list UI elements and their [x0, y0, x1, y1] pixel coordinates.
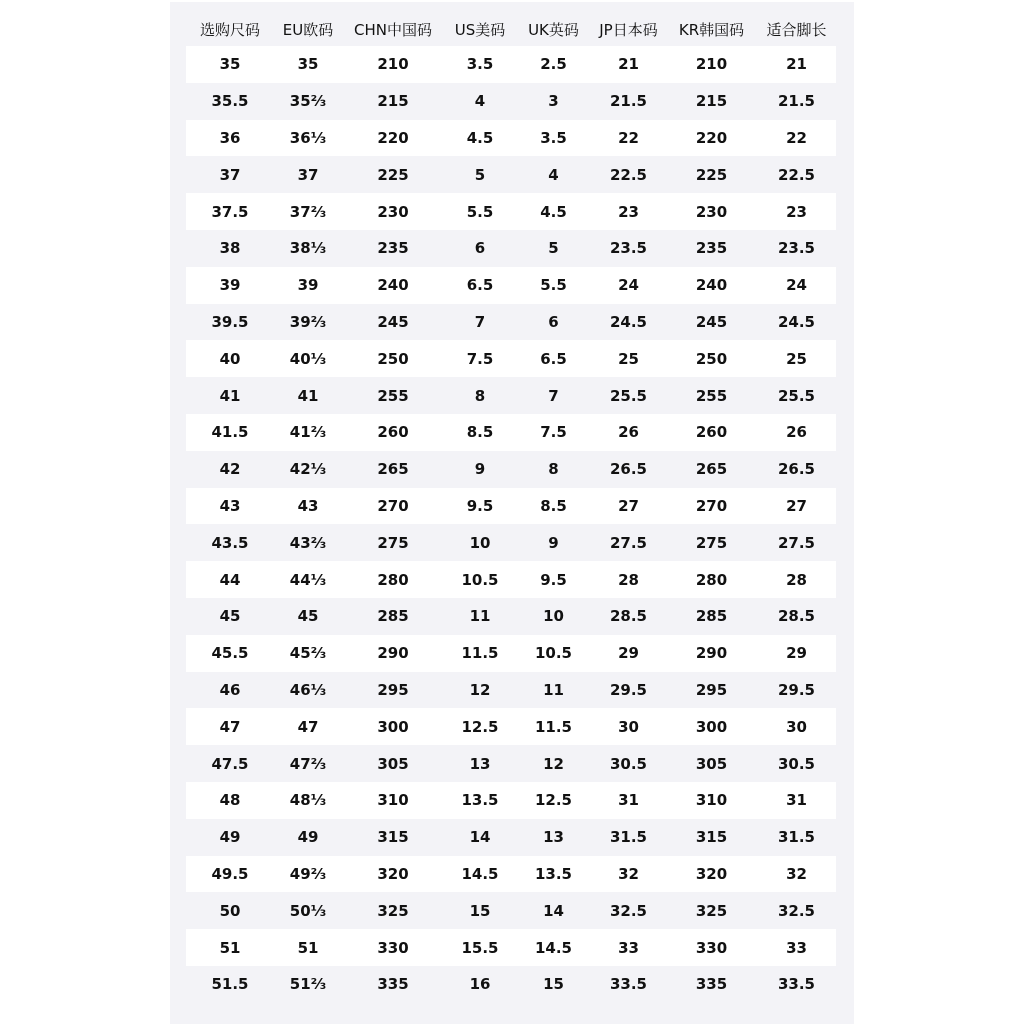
- cell-foot-length: 23.5: [757, 230, 836, 267]
- cell-selected-size: 43.5: [186, 524, 274, 561]
- cell-us: 7: [444, 304, 516, 341]
- table-row: [186, 819, 836, 856]
- cell-kr: 230: [666, 193, 757, 230]
- cell-chn: 260: [342, 414, 444, 451]
- cell-kr: 235: [666, 230, 757, 267]
- cell-chn: 325: [342, 892, 444, 929]
- table-row: [186, 120, 836, 157]
- cell-eu: 43: [274, 488, 342, 525]
- cell-kr: 275: [666, 524, 757, 561]
- cell-jp: 32.5: [591, 892, 666, 929]
- cell-foot-length: 31: [757, 782, 836, 819]
- cell-kr: 260: [666, 414, 757, 451]
- cell-kr: 270: [666, 488, 757, 525]
- cell-foot-length: 27.5: [757, 524, 836, 561]
- table-row: [186, 414, 836, 451]
- cell-eu: 43⅔: [274, 524, 342, 561]
- cell-us: 6: [444, 230, 516, 267]
- column-header-chn: CHN中国码: [354, 20, 432, 39]
- table-row: [186, 451, 836, 488]
- table-row: [186, 340, 836, 377]
- cell-jp: 31.5: [591, 819, 666, 856]
- table-row: [186, 561, 836, 598]
- cell-us: 10.5: [444, 561, 516, 598]
- cell-jp: 26: [591, 414, 666, 451]
- cell-jp: 24.5: [591, 304, 666, 341]
- table-row: [186, 745, 836, 782]
- column-header-selected-size: 选购尺码: [199, 20, 260, 39]
- cell-chn: 310: [342, 782, 444, 819]
- cell-uk: 6.5: [516, 340, 591, 377]
- cell-kr: 215: [666, 83, 757, 120]
- cell-eu: 51: [274, 929, 342, 966]
- cell-uk: 5.5: [516, 267, 591, 304]
- cell-uk: 9: [516, 524, 591, 561]
- cell-uk: 14: [516, 892, 591, 929]
- cell-selected-size: 48: [186, 782, 274, 819]
- cell-uk: 4.5: [516, 193, 591, 230]
- cell-jp: 31: [591, 782, 666, 819]
- cell-foot-length: 23: [757, 193, 836, 230]
- header-row: [186, 12, 836, 46]
- cell-jp: 30: [591, 708, 666, 745]
- cell-chn: 300: [342, 708, 444, 745]
- cell-kr: 280: [666, 561, 757, 598]
- cell-us: 4: [444, 83, 516, 120]
- cell-uk: 11.5: [516, 708, 591, 745]
- cell-uk: 5: [516, 230, 591, 267]
- size-chart-panel: [170, 2, 854, 1024]
- cell-uk: 7.5: [516, 414, 591, 451]
- cell-eu: 37: [274, 156, 342, 193]
- cell-us: 10: [444, 524, 516, 561]
- cell-chn: 290: [342, 635, 444, 672]
- cell-kr: 330: [666, 929, 757, 966]
- cell-foot-length: 28: [757, 561, 836, 598]
- cell-jp: 33.5: [591, 966, 666, 1003]
- cell-jp: 33: [591, 929, 666, 966]
- cell-eu: 41⅔: [274, 414, 342, 451]
- cell-foot-length: 26: [757, 414, 836, 451]
- cell-eu: 42⅓: [274, 451, 342, 488]
- cell-us: 13.5: [444, 782, 516, 819]
- cell-us: 5.5: [444, 193, 516, 230]
- cell-uk: 12: [516, 745, 591, 782]
- cell-chn: 265: [342, 451, 444, 488]
- cell-uk: 6: [516, 304, 591, 341]
- cell-selected-size: 37.5: [186, 193, 274, 230]
- cell-selected-size: 51: [186, 929, 274, 966]
- cell-chn: 320: [342, 856, 444, 893]
- cell-eu: 45⅔: [274, 635, 342, 672]
- cell-kr: 245: [666, 304, 757, 341]
- cell-selected-size: 41.5: [186, 414, 274, 451]
- cell-eu: 40⅓: [274, 340, 342, 377]
- cell-jp: 24: [591, 267, 666, 304]
- cell-chn: 305: [342, 745, 444, 782]
- table-row: [186, 929, 836, 966]
- cell-uk: 10.5: [516, 635, 591, 672]
- cell-selected-size: 41: [186, 377, 274, 414]
- table-row: [186, 598, 836, 635]
- cell-foot-length: 31.5: [757, 819, 836, 856]
- cell-chn: 225: [342, 156, 444, 193]
- cell-eu: 50⅓: [274, 892, 342, 929]
- table-row: [186, 304, 836, 341]
- cell-eu: 48⅓: [274, 782, 342, 819]
- table-row: [186, 966, 836, 1003]
- cell-kr: 225: [666, 156, 757, 193]
- cell-chn: 330: [342, 929, 444, 966]
- table-row: [186, 635, 836, 672]
- cell-eu: 47⅔: [274, 745, 342, 782]
- table-row: [186, 782, 836, 819]
- cell-eu: 44⅓: [274, 561, 342, 598]
- cell-jp: 25: [591, 340, 666, 377]
- cell-selected-size: 35.5: [186, 83, 274, 120]
- cell-selected-size: 39: [186, 267, 274, 304]
- cell-selected-size: 39.5: [186, 304, 274, 341]
- column-header-uk: UK英码: [528, 20, 579, 39]
- cell-eu: 36⅓: [274, 120, 342, 157]
- cell-kr: 265: [666, 451, 757, 488]
- cell-foot-length: 25.5: [757, 377, 836, 414]
- cell-chn: 215: [342, 83, 444, 120]
- cell-selected-size: 37: [186, 156, 274, 193]
- cell-jp: 23.5: [591, 230, 666, 267]
- cell-chn: 220: [342, 120, 444, 157]
- table-row: [186, 488, 836, 525]
- cell-kr: 310: [666, 782, 757, 819]
- cell-eu: 39: [274, 267, 342, 304]
- cell-us: 3.5: [444, 46, 516, 83]
- cell-chn: 240: [342, 267, 444, 304]
- cell-jp: 23: [591, 193, 666, 230]
- cell-chn: 285: [342, 598, 444, 635]
- table-row: [186, 892, 836, 929]
- cell-jp: 21.5: [591, 83, 666, 120]
- cell-foot-length: 24.5: [757, 304, 836, 341]
- cell-selected-size: 42: [186, 451, 274, 488]
- cell-us: 8.5: [444, 414, 516, 451]
- cell-uk: 7: [516, 377, 591, 414]
- cell-selected-size: 47: [186, 708, 274, 745]
- cell-foot-length: 32.5: [757, 892, 836, 929]
- cell-foot-length: 22.5: [757, 156, 836, 193]
- cell-eu: 46⅓: [274, 672, 342, 709]
- cell-eu: 35: [274, 46, 342, 83]
- cell-jp: 26.5: [591, 451, 666, 488]
- cell-uk: 13: [516, 819, 591, 856]
- column-header-kr: KR韩国码: [678, 20, 745, 39]
- cell-jp: 30.5: [591, 745, 666, 782]
- cell-uk: 12.5: [516, 782, 591, 819]
- cell-eu: 45: [274, 598, 342, 635]
- cell-kr: 240: [666, 267, 757, 304]
- table-row: [186, 524, 836, 561]
- cell-foot-length: 25: [757, 340, 836, 377]
- cell-chn: 295: [342, 672, 444, 709]
- cell-us: 14.5: [444, 856, 516, 893]
- cell-foot-length: 24: [757, 267, 836, 304]
- cell-foot-length: 21.5: [757, 83, 836, 120]
- size-chart-body: [186, 46, 836, 1003]
- cell-uk: 4: [516, 156, 591, 193]
- cell-uk: 13.5: [516, 856, 591, 893]
- cell-selected-size: 36: [186, 120, 274, 157]
- cell-us: 13: [444, 745, 516, 782]
- cell-foot-length: 21: [757, 46, 836, 83]
- cell-us: 15: [444, 892, 516, 929]
- cell-foot-length: 22: [757, 120, 836, 157]
- cell-uk: 3.5: [516, 120, 591, 157]
- table-row: [186, 156, 836, 193]
- cell-selected-size: 44: [186, 561, 274, 598]
- table-row: [186, 708, 836, 745]
- table-row: [186, 267, 836, 304]
- cell-kr: 250: [666, 340, 757, 377]
- size-chart-table: [186, 12, 836, 1003]
- cell-us: 6.5: [444, 267, 516, 304]
- cell-us: 16: [444, 966, 516, 1003]
- cell-jp: 28.5: [591, 598, 666, 635]
- cell-foot-length: 26.5: [757, 451, 836, 488]
- column-header-jp: JP日本码: [599, 20, 658, 39]
- cell-chn: 230: [342, 193, 444, 230]
- cell-kr: 300: [666, 708, 757, 745]
- cell-eu: 35⅔: [274, 83, 342, 120]
- cell-us: 8: [444, 377, 516, 414]
- cell-us: 12: [444, 672, 516, 709]
- cell-selected-size: 49: [186, 819, 274, 856]
- cell-foot-length: 29.5: [757, 672, 836, 709]
- cell-chn: 275: [342, 524, 444, 561]
- cell-foot-length: 30: [757, 708, 836, 745]
- cell-us: 7.5: [444, 340, 516, 377]
- cell-eu: 38⅓: [274, 230, 342, 267]
- cell-foot-length: 30.5: [757, 745, 836, 782]
- cell-selected-size: 49.5: [186, 856, 274, 893]
- cell-kr: 315: [666, 819, 757, 856]
- cell-foot-length: 32: [757, 856, 836, 893]
- cell-us: 12.5: [444, 708, 516, 745]
- cell-uk: 14.5: [516, 929, 591, 966]
- cell-uk: 2.5: [516, 46, 591, 83]
- cell-kr: 320: [666, 856, 757, 893]
- cell-us: 9.5: [444, 488, 516, 525]
- cell-selected-size: 40: [186, 340, 274, 377]
- cell-jp: 27.5: [591, 524, 666, 561]
- cell-us: 14: [444, 819, 516, 856]
- cell-uk: 8.5: [516, 488, 591, 525]
- cell-jp: 29.5: [591, 672, 666, 709]
- cell-us: 11.5: [444, 635, 516, 672]
- table-row: [186, 230, 836, 267]
- cell-selected-size: 45.5: [186, 635, 274, 672]
- cell-jp: 29: [591, 635, 666, 672]
- cell-us: 11: [444, 598, 516, 635]
- cell-us: 15.5: [444, 929, 516, 966]
- cell-kr: 255: [666, 377, 757, 414]
- cell-chn: 270: [342, 488, 444, 525]
- cell-selected-size: 47.5: [186, 745, 274, 782]
- cell-jp: 21: [591, 46, 666, 83]
- cell-us: 9: [444, 451, 516, 488]
- cell-eu: 47: [274, 708, 342, 745]
- cell-chn: 280: [342, 561, 444, 598]
- cell-eu: 51⅔: [274, 966, 342, 1003]
- cell-kr: 290: [666, 635, 757, 672]
- table-row: [186, 83, 836, 120]
- cell-kr: 335: [666, 966, 757, 1003]
- cell-jp: 22.5: [591, 156, 666, 193]
- cell-uk: 15: [516, 966, 591, 1003]
- cell-jp: 28: [591, 561, 666, 598]
- table-row: [186, 856, 836, 893]
- cell-uk: 3: [516, 83, 591, 120]
- cell-chn: 315: [342, 819, 444, 856]
- cell-selected-size: 35: [186, 46, 274, 83]
- cell-foot-length: 29: [757, 635, 836, 672]
- cell-chn: 210: [342, 46, 444, 83]
- cell-jp: 32: [591, 856, 666, 893]
- cell-kr: 210: [666, 46, 757, 83]
- cell-kr: 325: [666, 892, 757, 929]
- cell-eu: 41: [274, 377, 342, 414]
- cell-chn: 250: [342, 340, 444, 377]
- cell-kr: 305: [666, 745, 757, 782]
- table-row: [186, 193, 836, 230]
- cell-chn: 335: [342, 966, 444, 1003]
- cell-foot-length: 27: [757, 488, 836, 525]
- cell-eu: 37⅔: [274, 193, 342, 230]
- cell-uk: 8: [516, 451, 591, 488]
- column-header-eu: EU欧码: [282, 20, 334, 39]
- table-row: [186, 672, 836, 709]
- cell-selected-size: 50: [186, 892, 274, 929]
- cell-jp: 25.5: [591, 377, 666, 414]
- cell-kr: 285: [666, 598, 757, 635]
- cell-foot-length: 28.5: [757, 598, 836, 635]
- cell-uk: 11: [516, 672, 591, 709]
- cell-us: 5: [444, 156, 516, 193]
- cell-jp: 22: [591, 120, 666, 157]
- cell-selected-size: 43: [186, 488, 274, 525]
- cell-foot-length: 33.5: [757, 966, 836, 1003]
- cell-selected-size: 45: [186, 598, 274, 635]
- cell-selected-size: 38: [186, 230, 274, 267]
- cell-kr: 220: [666, 120, 757, 157]
- cell-chn: 255: [342, 377, 444, 414]
- cell-eu: 49⅔: [274, 856, 342, 893]
- column-header-us: US美码: [454, 20, 506, 39]
- cell-eu: 39⅔: [274, 304, 342, 341]
- cell-selected-size: 51.5: [186, 966, 274, 1003]
- cell-kr: 295: [666, 672, 757, 709]
- cell-chn: 245: [342, 304, 444, 341]
- table-row: [186, 377, 836, 414]
- cell-selected-size: 46: [186, 672, 274, 709]
- cell-jp: 27: [591, 488, 666, 525]
- cell-foot-length: 33: [757, 929, 836, 966]
- cell-uk: 10: [516, 598, 591, 635]
- table-row: [186, 46, 836, 83]
- column-header-foot-length: 适合脚长: [766, 20, 827, 39]
- cell-eu: 49: [274, 819, 342, 856]
- cell-chn: 235: [342, 230, 444, 267]
- cell-us: 4.5: [444, 120, 516, 157]
- cell-uk: 9.5: [516, 561, 591, 598]
